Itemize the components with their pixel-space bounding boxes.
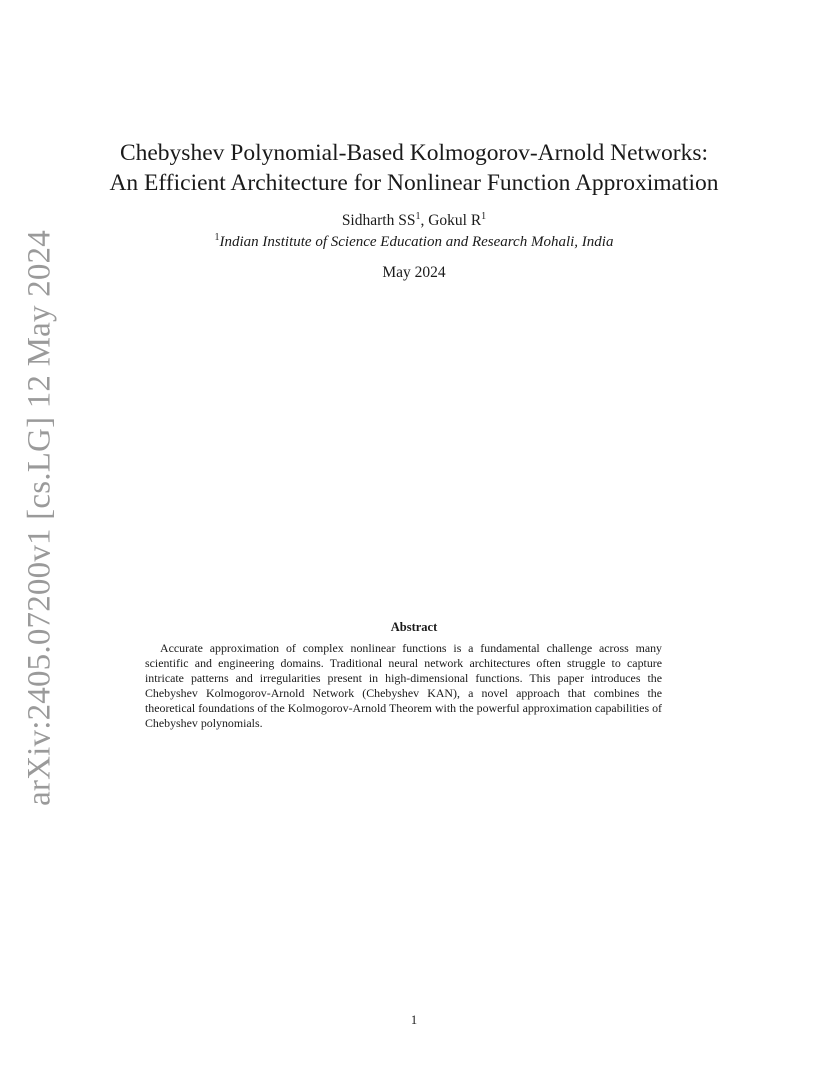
title-line-1: Chebyshev Polynomial-Based Kolmogorov-Arnold Networks: xyxy=(119,140,709,166)
author-list xyxy=(0,211,828,231)
affiliation-mark: 1 xyxy=(214,232,220,243)
abstract-body: Accurate approximation of complex nonlinear functions is a fundamental challenge across many scientific and engineering domains. Traditional neural network architectures often struggle to capture intricate patterns and irregularities present in high-dimensional functions. This paper introduces the Chebyshev Kolmogorov-Arnold Network (Chebyshev KAN), a novel approach that combines the theoretical foundations of the Kolmogorov-Arnold Theorem with the powerful approximation capabilities of Chebyshev polynomials. xyxy=(145,641,662,730)
arxiv-identifier-stamp: arXiv:2405.07200v1 [cs.LG] 12 May 2024 xyxy=(21,230,58,806)
author-affiliation-mark: 1 xyxy=(481,211,487,222)
page-number: 1 xyxy=(410,1013,418,1027)
author-affiliation-mark: 1 xyxy=(415,211,421,222)
author-separator: , xyxy=(420,212,429,229)
title-line-2: An Efficient Architecture for Nonlinear Function Approximation xyxy=(109,170,719,196)
author-name: Sidharth SS xyxy=(341,212,416,229)
abstract-heading: Abstract xyxy=(390,620,438,634)
affiliation-name: Indian Institute of Science Education and Research Mohali, India xyxy=(219,234,614,250)
paper-title xyxy=(0,138,828,198)
author-affiliation xyxy=(0,232,828,252)
publication-date: May 2024 xyxy=(382,264,446,281)
author-name: Gokul R xyxy=(428,212,482,229)
